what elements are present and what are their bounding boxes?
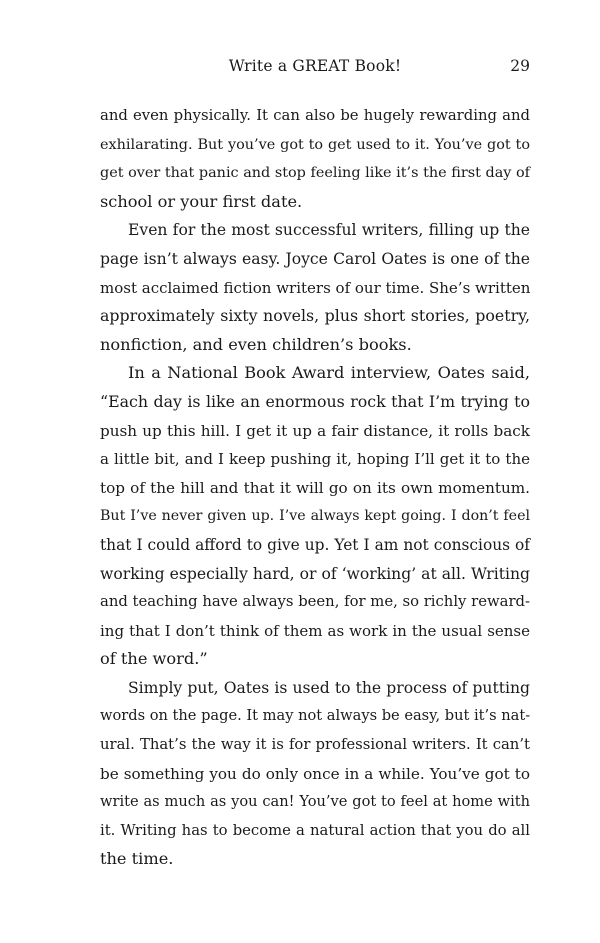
text-line: page isn’t always easy. Joyce Carol Oates is one of the xyxy=(100,249,530,268)
text-line: Simply put, Oates is used to the process of putting xyxy=(128,678,530,697)
text-line: and even physically. It can also be hugely rewarding and xyxy=(100,107,530,124)
text-line: nonfiction, and even children’s books. xyxy=(100,334,412,354)
text-line: top of the hill and that it will go on its own momentum. xyxy=(100,478,530,497)
text-line: get over that panic and stop feeling like it’s the first day of xyxy=(100,165,530,182)
text-line: of the word.” xyxy=(100,649,208,669)
text-line: a little bit, and I keep pushing it, hoping I’ll get it to the xyxy=(100,450,530,469)
text-line: and teaching have always been, for me, so richly reward- xyxy=(100,593,530,611)
text-line: write as much as you can! You’ve got to feel at home with xyxy=(100,793,530,811)
text-line: it. Writing has to become a natural action that you do all xyxy=(100,821,530,839)
text-line: push up this hill. I get it up a fair distance, it rolls back xyxy=(100,421,530,440)
text-line: exhilarating. But you’ve got to get used to it. You’ve got to xyxy=(100,136,530,153)
text-line: “Each day is like an enormous rock that I’m trying to xyxy=(100,391,530,411)
text-line: words on the page. It may not always be easy, but it’s nat- xyxy=(100,707,531,725)
paragraph xyxy=(100,674,530,874)
text-line: But I’ve never given up. I’ve always kept going. I don’t feel xyxy=(100,508,530,525)
text-line: working especially hard, or of ‘working’ at all. Writing xyxy=(100,564,530,583)
page-number: 29 xyxy=(510,57,530,75)
text-line: Even for the most successful writers, filling up the xyxy=(128,221,530,240)
running-title: Write a GREAT Book! xyxy=(228,57,402,75)
text-line: that I could afford to give up. Yet I am not conscious of xyxy=(100,535,530,554)
text-line: approximately sixty novels, plus short stories, poetry, xyxy=(100,306,530,326)
paragraph xyxy=(100,359,530,674)
text-line: ural. That’s the way it is for professional writers. It can’t xyxy=(100,736,530,754)
text-line: be something you do only once in a while. You’ve got to xyxy=(100,764,530,783)
text-line: In a National Book Award interview, Oates said, xyxy=(128,363,530,383)
text-line: ing that I don’t think of them as work in the usual sense xyxy=(100,621,530,640)
text-line: school or your first date. xyxy=(100,191,303,211)
text-line: most acclaimed fiction writers of our time. She’s written xyxy=(100,278,531,297)
running-head xyxy=(100,57,530,81)
paragraph xyxy=(100,216,530,359)
body-text xyxy=(100,102,530,874)
text-line: the time. xyxy=(100,849,174,869)
paragraph-continued xyxy=(100,102,530,216)
